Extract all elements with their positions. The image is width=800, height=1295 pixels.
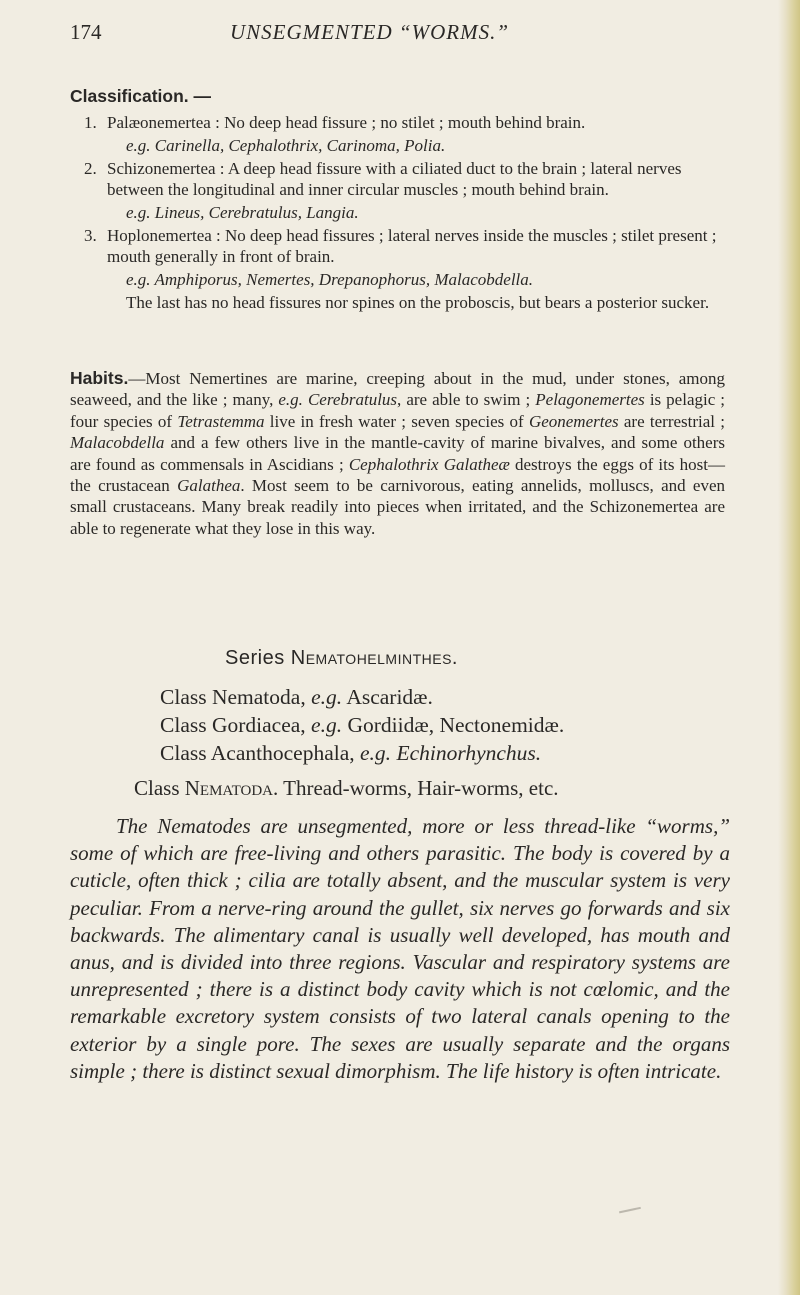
genus-name: Galathea	[177, 476, 241, 496]
class-list	[160, 683, 564, 767]
class-line	[160, 683, 564, 711]
text-run: are terrestrial ;	[618, 411, 725, 431]
series-heading	[225, 647, 458, 670]
text-run: —Most Nemertines are marine, creeping about in the mud, under stones, among seaweed, and the like ; many,	[70, 369, 725, 410]
genus-name: Tetrastemma	[177, 411, 265, 431]
classification-list	[70, 112, 730, 313]
class-name: Class Acanthocephala,	[160, 741, 361, 765]
eg-label: e.g.	[311, 685, 343, 709]
eg-label: e.g.	[360, 741, 392, 765]
nematoda-heading	[134, 776, 559, 801]
nematoda-description: The Nematodes are unsegmented, more or less thread-like “worms,” some of which are free-living and others parasitic. The body is covered by a cuticle, often thick ; cilia are totally absent, and the muscular system is very peculiar. From a nerve-ring around the gullet, six nerves go forwards and six backwards. The alimentary canal is usually well developed, has mouth and anus, and is divided into three regions. Vascular and respiratory systems are unrepresented ; there is a distinct body cavity which is not cœlomic, and the remarkable excretory system consists of two lateral canals opening to the exterior by a single pore. The sexes are usually separate and the organs simple ; there is distinct sexual dimorphism. The life history is often intricate.	[70, 814, 730, 1083]
text-run: and a few others live in the mantle-cavity of marine bivalves, and some others are found as commensals in Ascidians ;	[70, 433, 725, 474]
class-name: Class Nematoda,	[160, 685, 312, 709]
text-run: destroys the eggs of its host—the crustacean	[70, 454, 726, 496]
entry-examples: e.g. Carinella, Cephalothrix, Carinoma, Polia.	[126, 136, 446, 155]
page-edge-shadow	[778, 0, 800, 1295]
classification-entry	[70, 225, 730, 313]
genus-name: Malacobdella	[70, 433, 165, 453]
common-names: Thread-worms, Hair-worms, etc.	[283, 776, 559, 800]
class-line	[160, 739, 564, 767]
text-run: . Most seem to be carnivorous, eating annelids, molluscs, and even small crustaceans. Many break readily into pieces when irritated, and the Schizonemertea are able to regenerate what they lose in this way.	[70, 476, 725, 538]
habits-paragraph	[70, 368, 725, 539]
text-run: live in fresh water ; seven species of	[264, 411, 529, 431]
class-title: Nematoda.	[184, 776, 279, 800]
entry-text: Hoplonemertea : No deep head fissures ; lateral nerves inside the muscles ; stilet present ; mouth generally in front of brain.	[107, 226, 717, 266]
classification-entry	[70, 158, 730, 223]
genus-name: Pelagonemertes	[535, 390, 645, 410]
ink-smudge	[619, 1207, 643, 1223]
text-run: is pelagic ; four species of	[70, 390, 725, 431]
class-line	[160, 711, 564, 739]
class-example: Gordiidæ, Nectonemidæ.	[342, 713, 565, 737]
classification-heading: Classification. —	[70, 86, 212, 106]
eg-label: e.g.	[311, 713, 343, 737]
text-run: , are able to swim ;	[397, 390, 536, 410]
entry-note: The last has no head fissures nor spines on the proboscis, but bears a posterior sucker.	[126, 293, 710, 312]
entry-examples: e.g. Amphiporus, Nemertes, Drepanophorus, Malacobdella.	[126, 270, 534, 289]
class-example: Ascaridæ.	[342, 685, 433, 709]
text-run: e.g.	[278, 390, 303, 410]
entry-text: Palæonemertea : No deep head fissure ; no stilet ; mouth behind brain.	[107, 113, 586, 132]
entry-number: 2.	[84, 159, 97, 178]
entry-examples: e.g. Lineus, Cerebratulus, Langia.	[126, 203, 359, 222]
running-head	[70, 20, 720, 50]
genus-name: Cephalothrix Galatheæ	[348, 454, 510, 474]
entry-number: 3.	[84, 226, 97, 245]
genus-name: Geonemertes	[528, 411, 619, 431]
entry-number: 1.	[84, 113, 97, 132]
habits-heading: Habits.	[70, 368, 129, 388]
series-name: Nematohelminthes.	[290, 647, 458, 669]
class-example: Echinorhynchus.	[391, 741, 542, 765]
running-title: UNSEGMENTED “WORMS.”	[230, 20, 510, 44]
class-name: Class Gordiacea,	[160, 713, 312, 737]
class-word: Class	[134, 776, 180, 800]
series-label: Series	[225, 647, 285, 669]
genus-name: Cerebratulus	[307, 390, 398, 410]
entry-text: Schizonemertea : A deep head fissure with a ciliated duct to the brain ; lateral nerves between the longitudinal and inner circular muscles ; mouth behind brain.	[107, 159, 682, 199]
classification-entry	[70, 112, 730, 156]
page-number: 174	[70, 20, 102, 44]
